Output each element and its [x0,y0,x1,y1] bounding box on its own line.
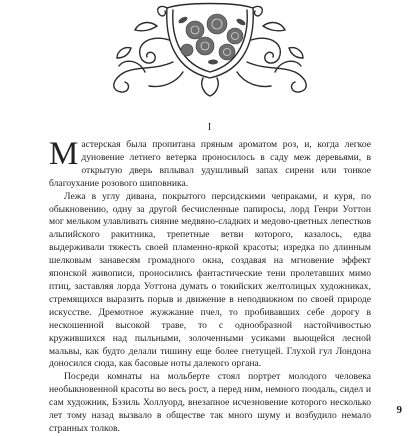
paragraph-1 [49,136,371,191]
chapter-number: I [207,122,213,133]
paragraph-3: Посреди комнаты на мольберте стоял портрет молодого человека необыкновенной красоты во весь рост, а перед ним, немного поодаль, сидел и сам художник, Бэзиль Холлуорд, внезапное исчезновение которого несколько лет тому назад вызвало в обществе так много шуму и возбудило немало странных толков. [49,371,371,434]
drop-cap: М [49,136,79,172]
page-number: 9 [396,404,402,416]
floral-cartouche-vignette [95,0,325,98]
paragraph-1-text: астерская была пропитана пряным ароматом роз, и, когда легкое дуновение летнего ветерка проносилось в саду меж деревьями, в открытую дверь вплывал удушливый запах сирени или тонкое благоухание розового шиповника. [49,139,371,189]
body-text [49,136,371,436]
paragraph-2: Лежа в углу дивана, покрытого персидскими чепраками, и куря, по обыкновению, одну за другой бесчисленные папиросы, лорд Генри Уоттон мог мельком улавливать сияние медвяно-сладких и медово-цветных лепестков альпийского ракитника, трепетные ветви которого, казалось, едва выдерживали тяжесть своей пламенно-яркой красоты; изредка по длинным шелковым занавесям громадного окна, создавая на мгновение эффект японской живописи, проносились фантастические тени пролетавших мимо птиц, заставляя лорда Уоттона думать о токийских желтолицых художниках, стремящихся выразить порыв и движение в неподвижном по своей природе искусстве. Дремотное жужжание пчел, то пробивавших себе дорогу в нескошенной высокой траве, то с однообразной настойчивостью кружившихся над пыльными, золоченными усиками вьющейся лесной мальвы, как будто делали тишину еще более гнетущей. Глухой гул Лондона доносился сюда, как басовые ноты далекого органа. [49,190,371,370]
